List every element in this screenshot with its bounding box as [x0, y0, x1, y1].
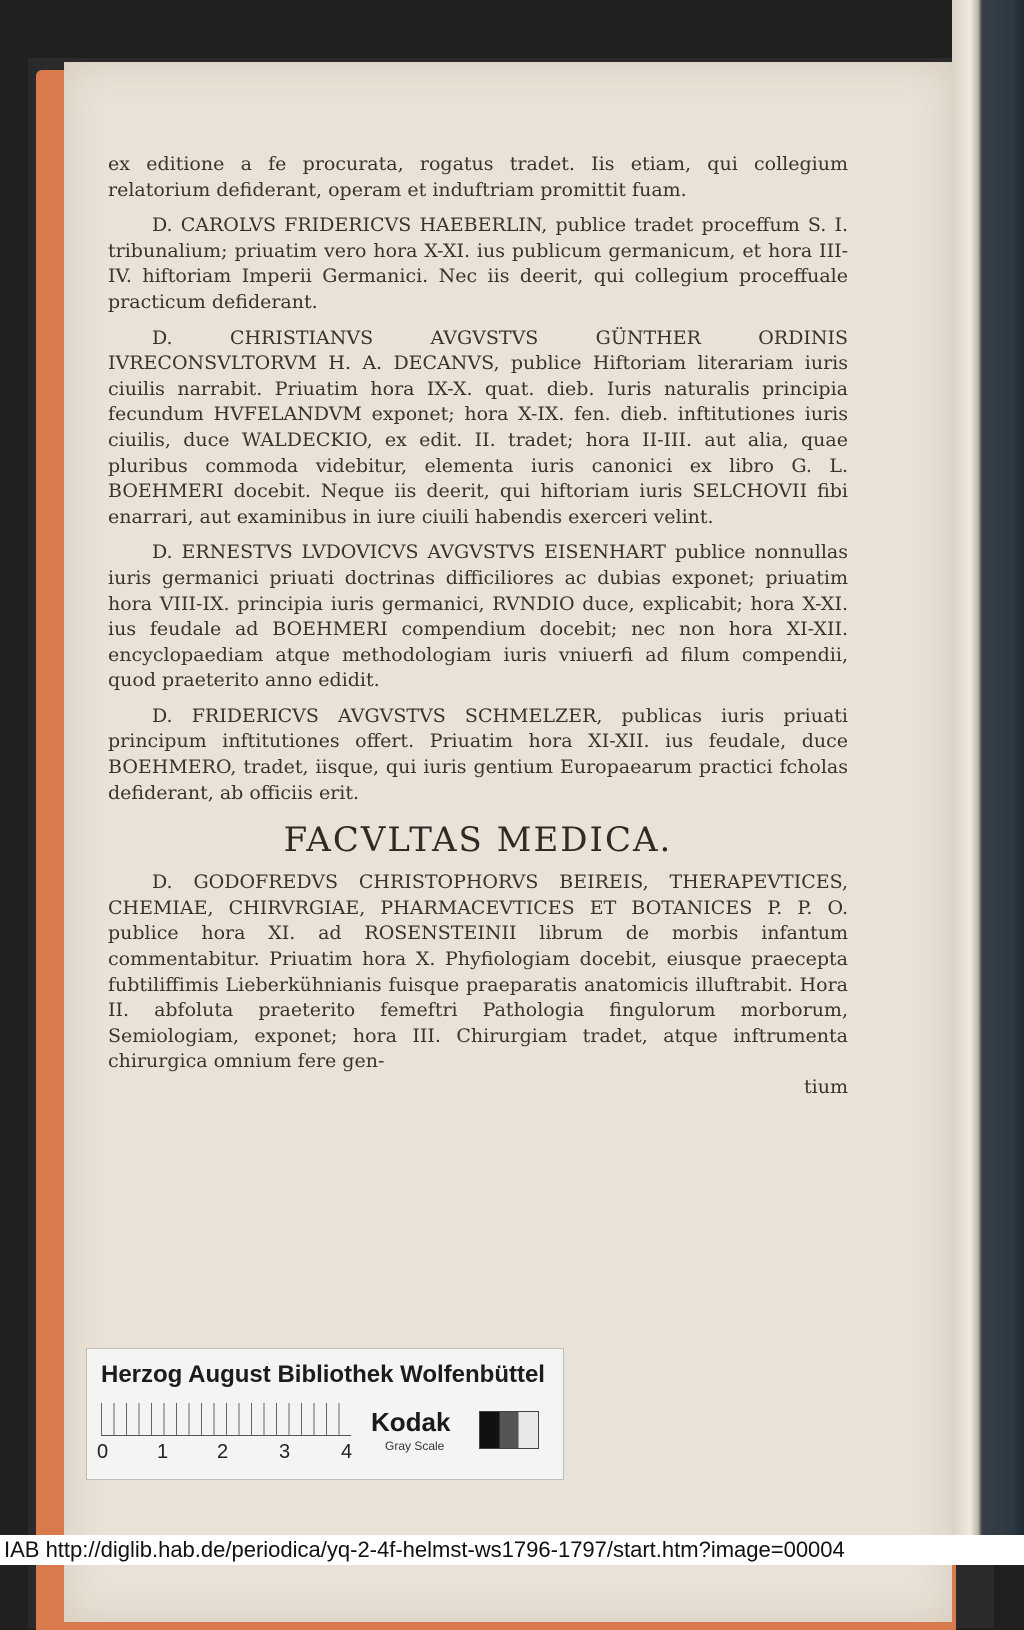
paragraph-1: ex editione a fe procurata, rogatus tradet. Iis etiam, qui collegium relatorium defiderant, operam et induftriam promittit fuam.	[108, 153, 848, 201]
paragraph-2: D. CAROLVS FRIDERICVS HAEBERLIN, publice tradet proceffum S. I. tribunalium; priuatim vero hora X-XI. ius publicum germanicum, et hora III-IV. hiftoriam Imperii Germanici. Nec iis deerit, qui collegium proceffuale practicum defiderant.	[108, 214, 848, 313]
ruler-label: 3	[279, 1441, 291, 1463]
kodak-logo: Kodak	[371, 1407, 451, 1437]
paragraph-5: D. FRIDERICVS AVGVSTVS SCHMELZER, publicas iuris priuati principum inftitutiones offert. Priuatim hora XI-XII. ius feudale, duce BOEHMERO, tradet, iisque, qui iuris gentium Europaearum practici fcholas defiderant, ab officiis erit.	[108, 704, 848, 804]
scale-ruler	[101, 1403, 351, 1436]
gray-swatch	[479, 1411, 539, 1449]
url-bar	[0, 1535, 1024, 1565]
library-color-card	[86, 1348, 564, 1480]
gray-scale-label: Gray Scale	[385, 1439, 445, 1453]
ruler-label: 1	[157, 1441, 169, 1463]
ruler-labels	[97, 1441, 367, 1465]
section-heading: FACVLTAS MEDICA.	[283, 820, 673, 861]
ruler-label: 4	[341, 1441, 353, 1463]
catchword: tium	[804, 1076, 848, 1098]
book-binding	[952, 0, 1024, 1565]
paragraph-medica: D. GODOFREDVS CHRISTOPHORVS BEIREIS, THERAPEVTICES, CHEMIAE, CHIRVRGIAE, PHARMACEVTICES ET BOTANICES P. P. O. publice hora XI. ad ROSENSTEINII librum de morbis infantum commentabitur. Priuatim hora X. Phyfiologiam docebit, eiusque praecepta fubtiliffimis Lieberkühnianis fuisque praeparatis anatomicis illuftrabit. Hora II. abfoluta praeterito femeftri Pathologia fingulorum morborum, Semiologiam, exponet; hora III. Chirurgiam tradet, atque inftrumenta chirurgica omnium fere gen-	[108, 871, 848, 1073]
url-text: IAB http://diglib.hab.de/periodica/yq-2-4f-helmst-ws1796-1797/start.htm?image=00004	[4, 1537, 845, 1562]
page-text	[108, 142, 848, 1101]
ruler-label: 2	[217, 1441, 229, 1463]
library-title: Herzog August Bibliothek Wolfenbüttel	[101, 1361, 545, 1388]
ruler-label: 0	[97, 1441, 109, 1463]
paragraph-4: D. ERNESTVS LVDOVICVS AVGVSTVS EISENHART publice nonnullas iuris germanici priuati doctrinas difficiliores ac dubias exponet; priuatim hora VIII-IX. principia iuris germanici, RVNDIO duce, explicabit; hora X-XI. ius feudale ad BOEHMERI compendium docebit; nec non hora XI-XII. encyclopaediam atque methodologiam iuris vniuerfi ad filum compendii, quod praeterito anno edidit.	[108, 541, 848, 692]
paragraph-3: D. CHRISTIANVS AVGVSTVS GÜNTHER ORDINIS IVRECONSVLTORVM H. A. DECANVS, publice Hiftoriam literariam iuris ciuilis narrabit. Priuatim hora IX-X. quat. dieb. Iuris naturalis principia fecundum HVFELANDVM exponet; hora X-IX. fen. dieb. inftitutiones iuris ciuilis, duce WALDECKIO, ex edit. II. tradet; hora II-III. aut alia, quae pluribus commoda videbitur, elementa iuris canonici ex libro G. L. BOEHMERI docebit. Neque iis deerit, qui hiftoriam iuris SELCHOVII fibi enarrari, aut examinibus in iure ciuili habendis exerceri velint.	[108, 326, 848, 528]
